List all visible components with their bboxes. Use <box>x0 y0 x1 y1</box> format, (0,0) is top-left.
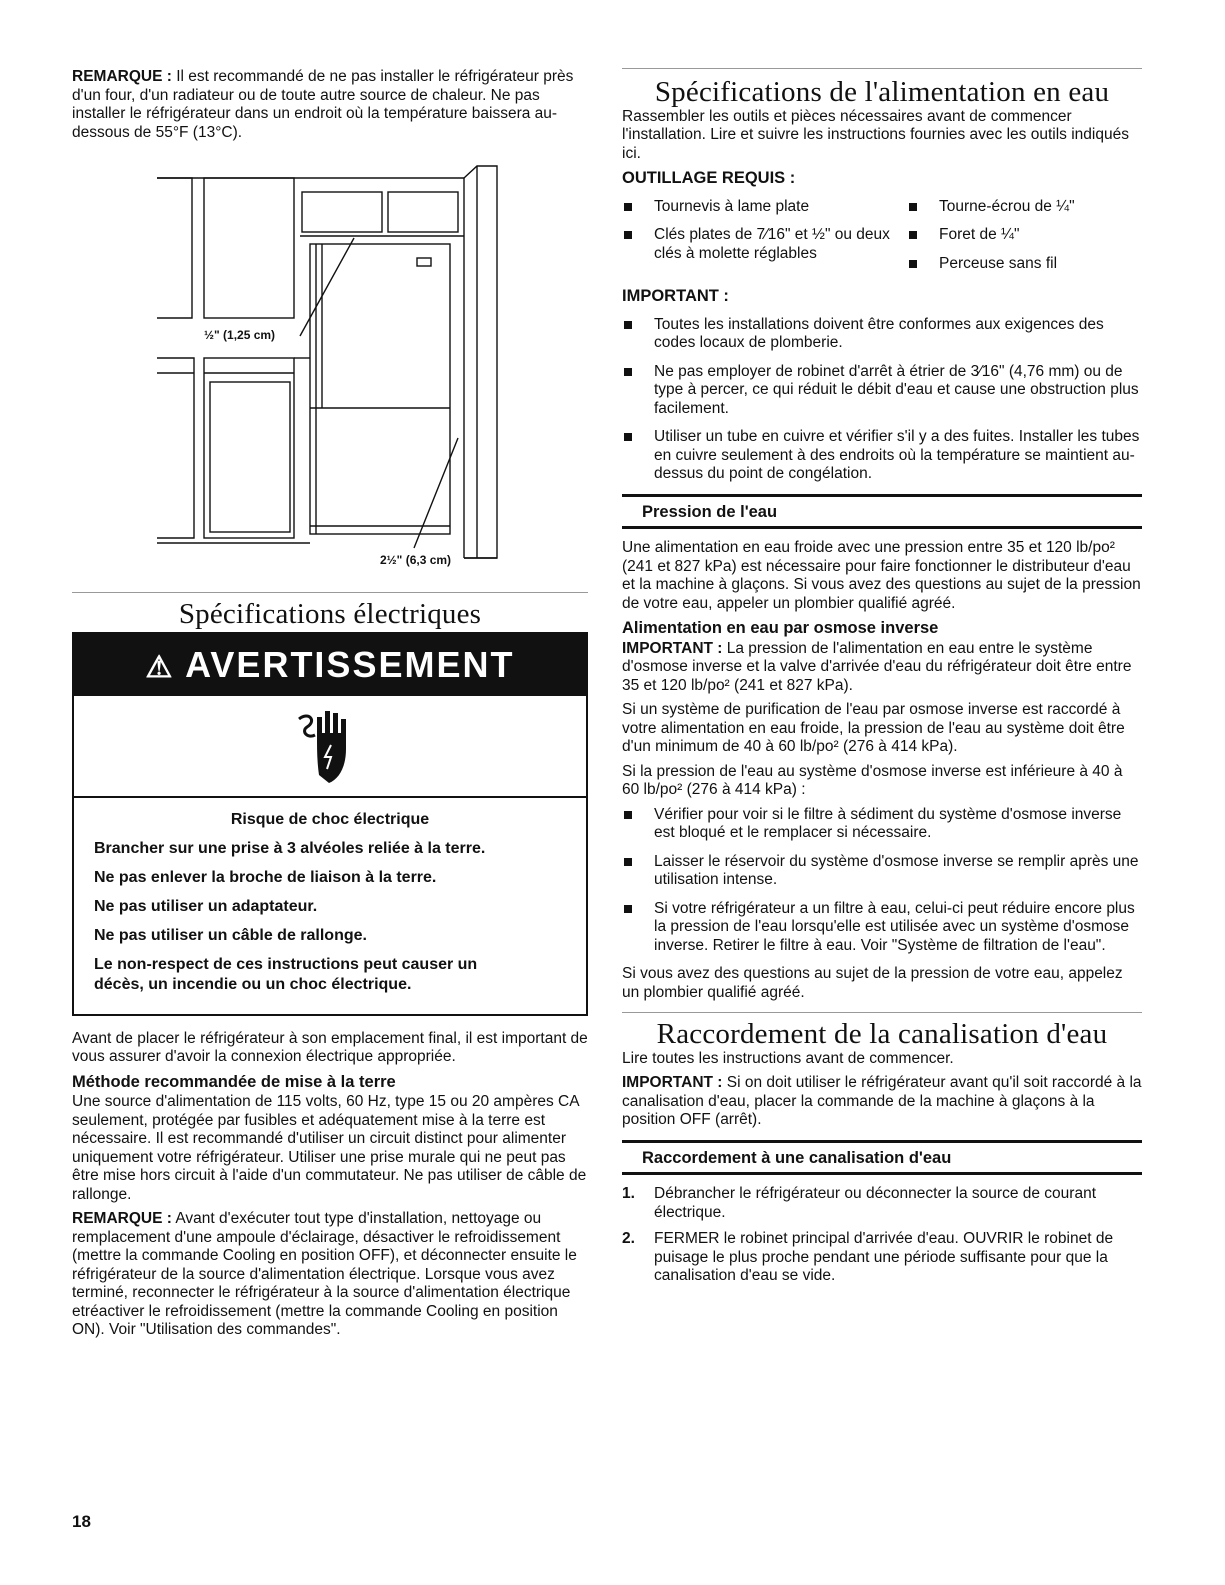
reverse-osmosis-heading: Alimentation en eau par osmose inverse <box>622 619 939 637</box>
left-column <box>72 68 588 1346</box>
water-pressure-text: Une alimentation en eau froide avec une pression entre 35 et 120 lb/po² (241 et 827 kPa) est nécessaire pour faire fonctionner le distributeur d'eau et la machine à glaçons. Si vous avez des questions au sujet de la pression de votre eau, appeler un plombier qualifié agréé. <box>622 539 1141 612</box>
tool-item: Tourne-écrou de ¼" <box>907 198 1142 217</box>
step-number: 2. <box>622 1230 635 1247</box>
steps-list <box>622 1185 1142 1286</box>
note-paragraph <box>72 68 588 142</box>
step-number: 1. <box>622 1185 635 1202</box>
tool-item: Clés plates de 7⁄16" et ½" ou deux clés à molette réglables <box>622 226 894 263</box>
note2-paragraph <box>72 1210 588 1340</box>
note2-label: REMARQUE : <box>72 1210 172 1227</box>
connect-important-text: Si on doit utiliser le réfrigérateur avant qu'il soit raccordé à la canalisation d'eau, placer la commande de la machine à glaçons à la position OFF (arrêt). <box>622 1074 1142 1128</box>
refrigerator-clearance-diagram <box>72 158 588 578</box>
important-list <box>622 316 1142 484</box>
tools-heading: OUTILLAGE REQUIS : <box>622 169 796 187</box>
important-heading: IMPORTANT : <box>622 287 729 305</box>
warning-title: AVERTISSEMENT <box>185 643 515 685</box>
section-divider <box>622 1012 1142 1013</box>
water-line-heading: Raccordement de la canalisation d'eau <box>656 1018 1108 1050</box>
step-item <box>622 1230 1142 1286</box>
page-number: 18 <box>72 1512 91 1531</box>
important-item: Ne pas employer de robinet d'arrêt à étrier de 3⁄16" (4,76 mm) ou de type à percer, ce qui réduit le débit d'eau et cause une obstruction plus facilement. <box>622 363 1142 419</box>
clearance-label-top: ½" (1,25 cm) <box>204 328 276 342</box>
clearance-label-bottom: 2½" (6,3 cm) <box>380 553 452 567</box>
water-pressure-heading: Pression de l'eau <box>622 494 1142 530</box>
ro-paragraph: Si un système de purification de l'eau par osmose inverse est raccordé à votre alimentation en eau froide, la pression de l'eau au système doit être d'un minimum de 40 à 60 lb/po² (276 à 414 kPa). <box>622 701 1125 755</box>
section-divider <box>622 68 1142 69</box>
ro-important-text: La pression de l'alimentation en eau entre le système d'osmose inverse et la valve d'arrivée d'eau du réfrigérateur doit être entre 35 et 120 lb/po² (241 et 827 kPa). <box>622 639 1132 694</box>
warning-line-1: Brancher sur une prise à 3 alvéoles reliée à la terre. <box>94 839 486 857</box>
water-line-subheading: Raccordement à une canalisation d'eau <box>622 1140 1142 1176</box>
warning-line-3: Ne pas utiliser un adaptateur. <box>94 897 318 915</box>
section-divider <box>72 592 588 593</box>
tool-item: Foret de ¼" <box>907 226 1142 245</box>
grounding-heading: Méthode recommandée de mise à la terre <box>72 1072 396 1091</box>
placement-paragraph: Avant de placer le réfrigérateur à son emplacement final, il est important de vous assurer d'avoir la connexion électrique appropriée. <box>72 1029 588 1065</box>
warning-icon-area <box>74 696 586 798</box>
electric-shock-hand-icon <box>295 705 365 787</box>
note2-text: Avant d'exécuter tout type d'installation, nettoyage ou remplacement d'une ampoule d'éclairage, désactiver le refroidissement (mettre la commande Cooling en position OFF), et déconnecter ensuite le réfrigérateur de la source d'alimentation électrique. Lorsque vous avez terminé, reconnecter le réfrigérateur à la source d'alimentation électrique etréactiver le refroidissement (mettre la commande Cooling en position ON). Voir "Utilisation des commandes". <box>72 1210 577 1338</box>
ro-item: Vérifier pour voir si le filtre à sédiment du système d'osmose inverse est bloqué et le remplacer si nécessaire. <box>622 806 1142 843</box>
connect-intro: Lire toutes les instructions avant de commencer. <box>622 1049 954 1067</box>
connect-important <box>622 1074 1142 1130</box>
water-specs-heading: Spécifications de l'alimentation en eau <box>654 76 1110 108</box>
warning-line-5: Le non-respect de ces instructions peut causer un décès, un incendie ou un choc électrique. <box>94 955 478 993</box>
ro-important-label: IMPORTANT : <box>622 639 723 657</box>
step-text: FERMER le robinet principal d'arrivée d'eau. OUVRIR le robinet de puisage le plus proche pendant une période suffisante pour que la canalisation d'eau se vide. <box>654 1230 1114 1284</box>
ro-list <box>622 806 1142 956</box>
installation-diagram <box>72 158 588 578</box>
ro-closing: Si vous avez des questions au sujet de la pression de votre eau, appelez un plombier qualifié agréé. <box>622 965 1123 1001</box>
tools-right-list <box>907 198 1142 284</box>
electrical-specs-heading: Spécifications électriques <box>178 598 482 630</box>
ro-item: Si votre réfrigérateur a un filtre à eau, celui-ci peut réduire encore plus la pression de l'eau lorsqu'elle est utilisée avec un système d'osmose inverse. Retirer le filtre à eau. Voir "Système de filtration de l'eau". <box>622 900 1142 956</box>
warning-title-bar <box>74 634 586 696</box>
connect-important-label: IMPORTANT : <box>622 1074 723 1091</box>
warning-risk: Risque de choc électrique <box>230 810 430 828</box>
ro-paragraph: Si la pression de l'eau au système d'osmose inverse est inférieure à 40 à 60 lb/po² (276 à 414 kPa) : <box>622 762 1123 798</box>
important-item: Utiliser un tube en cuivre et vérifier s'il y a des fuites. Installer les tubes en cuivre seulement à des endroits où la température se maintient au-dessus du point de congélation. <box>622 428 1142 484</box>
warning-line-4: Ne pas utiliser un câble de rallonge. <box>94 926 367 944</box>
right-column <box>622 68 1142 1294</box>
warning-triangle-icon: ⚠ <box>145 650 175 684</box>
grounding-text: Une source d'alimentation de 115 volts, 60 Hz, type 15 ou 20 ampères CA seulement, protégée par fusibles et adéquatement mise à la terre est nécessaire. Il est recommandé d'utiliser un circuit distinct pour alimenter uniquement votre réfrigérateur. Utiliser une prise murale qui ne peut pas être mise hors circuit à l'aide d'un commutateur. Ne pas utiliser de câble de rallonge. <box>72 1093 587 1203</box>
step-text: Débrancher le réfrigérateur ou déconnecter la source de courant électrique. <box>654 1185 1097 1221</box>
ro-important <box>622 640 1142 696</box>
water-intro: Rassembler les outils et pièces nécessaires avant de commencer l'installation. Lire et suivre les instructions fournies avec les outils indiqués ici. <box>622 107 1129 162</box>
note-text: Il est recommandé de ne pas installer le réfrigérateur près d'un four, d'un radiateur ou de toute autre source de chaleur. Ne pas installer le réfrigérateur dans un endroit où la température baissera au-dessous de 55°F (13°C). <box>72 68 574 141</box>
important-item: Toutes les installations doivent être conformes aux exigences des codes locaux de plomberie. <box>622 316 1142 353</box>
ro-item: Laisser le réservoir du système d'osmose inverse se remplir après une utilisation intense. <box>622 853 1142 890</box>
warning-line-2: Ne pas enlever la broche de liaison à la terre. <box>94 868 437 886</box>
step-item <box>622 1185 1142 1222</box>
tool-item: Tournevis à lame plate <box>622 198 907 217</box>
tool-item: Perceuse sans fil <box>907 255 1142 274</box>
warning-box <box>72 632 588 1016</box>
tools-left-list <box>622 198 907 284</box>
note-label: REMARQUE : <box>72 68 172 85</box>
warning-text <box>74 798 586 1014</box>
tools-list <box>622 198 1142 284</box>
